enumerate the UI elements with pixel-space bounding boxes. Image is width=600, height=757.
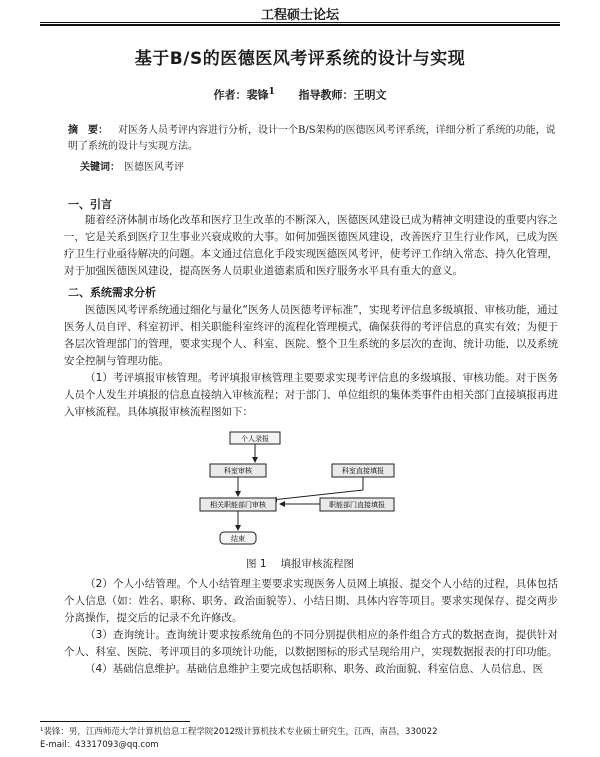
footnote-line-1: ¹裴锋：男，江西师范大学计算机信息工程学院2012级计算机技术专业硕士研究生，江西，南昌，330022 [40,727,438,737]
items-paragraph [64,576,558,678]
advisor-label: 指导教师： [298,88,354,102]
item2-text: （2）个人小结管理。个人小结管理主要要求实现医务人员网上填报、提交个人小结的过程，具体包括个人信息（如：姓名、职称、职务、政治面貌等）、小结日期、具体内容等项目。要求实现保存、提交两步分离操作，提交后的记录不允许修改。 [64,578,558,624]
keywords [80,158,184,173]
flowchart-figure [190,430,410,548]
flow-node-start-label: 个人录报 [241,435,269,443]
figure-caption-text: 填报审核流程图 [280,558,355,570]
advisor-name: 王明文 [353,88,387,102]
journal-header: 工程硕士论坛 [260,8,339,23]
flow-node-func-direct-label: 职能部门直接填报 [329,501,385,509]
intro-text: 随着经济体制市场化改革和医疗卫生改革的不断深入，医德医风建设已成为精神文明建设的重要内容之一，它是关系到医疗卫生事业兴衰成败的大事。如何加强医德医风建设，改善医疗卫生行业作风，已成为医疗卫生行业亟待解决的问题。本文通过信息化手段实现医德医风考评，使考评工作纳入常态、持久化管理，对于加强医德医风建设，提高医务人员职业道德素质和医疗服务水平具有重大的意义。 [64,214,558,277]
header-rule-thick [40,24,560,26]
item3-text: （3）查询统计。查询统计要求按系统角色的不同分别提供相应的条件组合方式的数据查询，提供针对个人、科室、医院、考评项目的多项统计功能，以数据图标的形式呈现给用户，实现数据报表的打印功能。 [64,629,558,658]
author-footnote-mark: 1 [268,86,275,97]
intro-paragraph [64,212,558,280]
figure-number: 图 1 [245,558,267,570]
abstract-label: 摘 要： [68,125,108,136]
requirements-paragraph [64,302,558,421]
footnote-email: E-mail：43317093@qq.com [40,740,159,750]
footnote-rule [40,721,190,722]
abstract-text: 对医务人员考评内容进行分析，设计一个B/S架构的医德医风考评系统，详细分析了系统的功能，说明了系统的设计与实现方法。 [68,125,556,152]
footnote [40,726,560,752]
item1-text: （1）考评填报审核管理。考评填报审核管理主要要求实现考评信息的多级填报、审核功能。对于医务人员个人发生并填报的信息直接纳入审核流程；对于部门、单位组织的集体类事件由相关部门直接填报再进入审核流程。具体填报审核流程图如下： [64,372,558,418]
author-label: 作者： [213,88,247,102]
keywords-label: 关键词： [80,162,120,173]
header-rule [40,22,560,23]
flow-node-func-review-label: 相关职能部门审核 [210,501,266,509]
flow-node-end-label: 结束 [231,535,245,543]
section-heading-requirements: 二、系统需求分析 [68,286,156,299]
keywords-text: 医德医风考评 [124,162,184,173]
author-line [0,86,600,103]
section-heading-intro: 一、引言 [68,198,112,211]
abstract [68,123,558,155]
requirements-intro-text: 医德医风考评系统通过细化与量化“医务人员医德考评标准”，实现考评信息多级填报、审核功能，通过医务人员自评、科室初评、相关职能科室终评的流程化管理模式，确保获得的考评信息的真实有效；为便于各层次管理部门的管理，要求实现个人、科室、医院、整个卫生系统的多层次的查询、统计功能，以及系统安全控制与管理功能。 [64,304,558,367]
flow-node-dept-review-label: 科室审核 [224,467,252,475]
figure-caption [0,556,600,571]
paper-title: 基于B/S的医德医风考评系统的设计与实现 [134,49,466,69]
item4-text: （4）基础信息维护。基础信息维护主要完成包括职称、职务、政治面貌、科室信息、人员信息、医 [85,663,544,675]
flow-node-dept-report-label: 科室直接填报 [342,467,384,475]
author-name: 裴锋 [246,88,269,102]
